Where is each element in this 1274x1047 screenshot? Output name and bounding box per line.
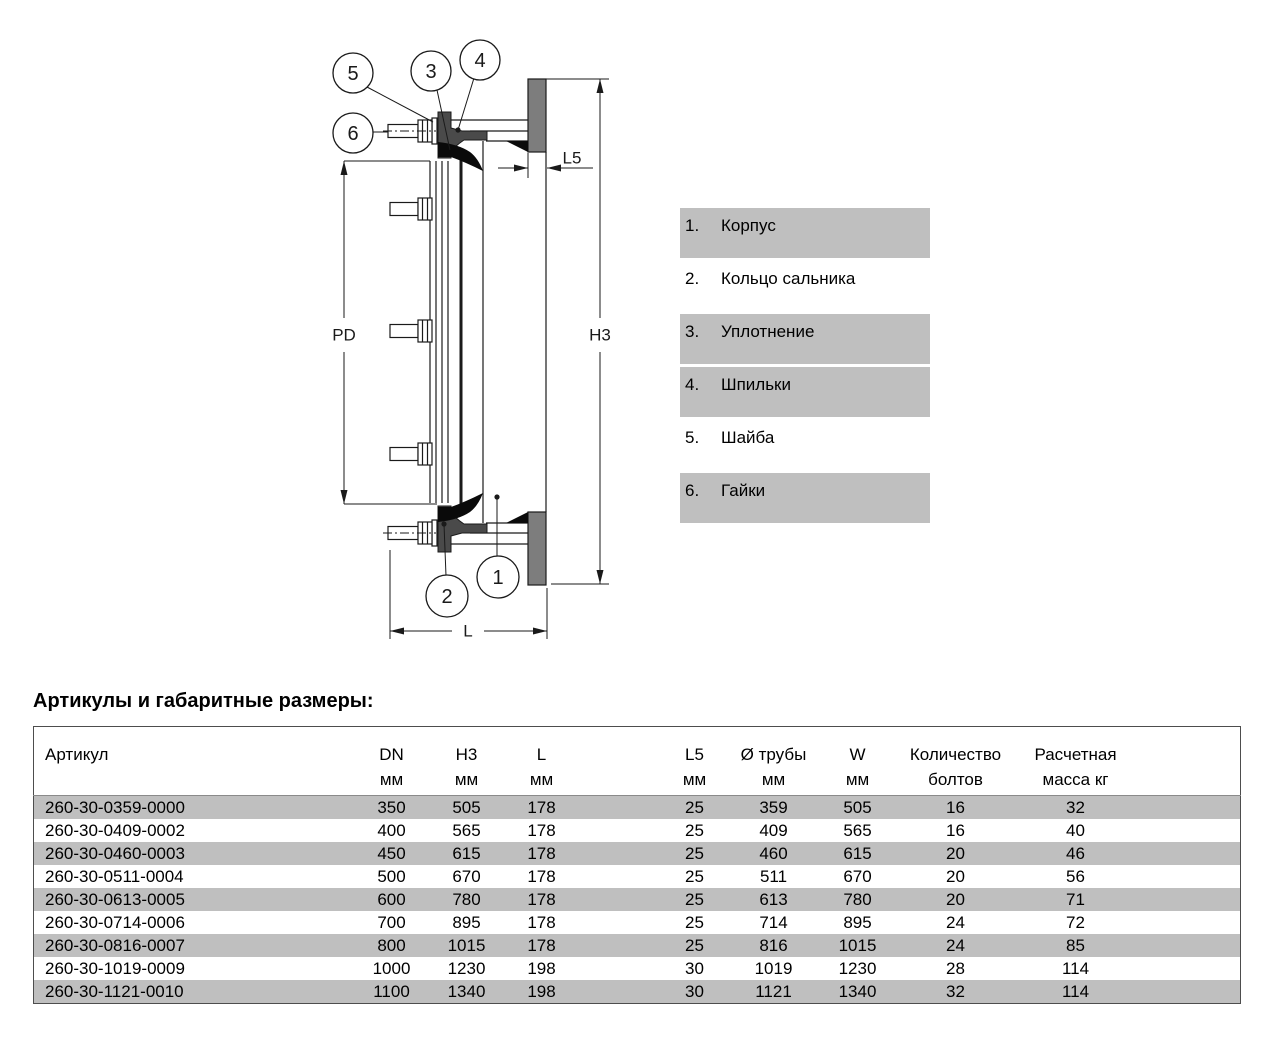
wall-section-bottom [528,512,546,585]
table-cell-spacer [1138,911,1241,934]
table-cell: 613 [759,890,788,909]
callout-4 [460,40,500,80]
table-header-cell: Артикул [45,745,109,764]
table-header-cell: масса кг [1014,765,1138,796]
parts-legend [680,208,930,526]
table-cell: 20 [946,890,965,909]
table-cell: 359 [759,798,788,817]
table-cell-spacer [1138,819,1241,842]
table-cell: 1230 [447,959,486,978]
table-cell-spacer [1138,796,1241,820]
table-cell: 505 [452,798,481,817]
table-header-cell: мм [730,765,818,796]
table-row [34,957,1241,980]
svg-text:2: 2 [441,586,453,608]
table-cell: 85 [1066,936,1085,955]
table-header-cell: болтов [898,765,1014,796]
svg-text:5: 5 [347,63,359,85]
table-cell: 178 [527,936,556,955]
table-cell: 1230 [838,959,877,978]
table-cell: 16 [946,821,965,840]
table-cell: 24 [946,913,965,932]
table-cell: 71 [1066,890,1085,909]
table-cell: 1019 [754,959,793,978]
legend-item-number: 4. [685,375,700,394]
table-cell: 260-30-0816-0007 [45,936,185,955]
stud-bolt-bottom [383,522,436,544]
table-cell: 615 [843,844,872,863]
table-cell: 260-30-0409-0002 [45,821,185,840]
table-cell-spacer [577,957,660,980]
table-cell-spacer [1138,865,1241,888]
table-cell-spacer [577,934,660,957]
wall-section-top [528,79,546,152]
table-row [34,888,1241,911]
table-cell: 260-30-1121-0010 [45,982,184,1001]
dimensions-table [33,726,1241,1004]
table-row [34,911,1241,934]
callout-2 [426,575,468,617]
callout-leaders [367,78,500,576]
table-section [33,690,1240,1004]
table-cell: 600 [377,890,406,909]
table-cell: 25 [685,867,704,886]
table-cell-spacer [577,819,660,842]
table-cell: 409 [759,821,788,840]
table-header-cell [34,765,357,796]
table-header-row [34,727,1241,766]
dim-label-h3: H3 [589,325,611,345]
table-cell: 178 [527,913,556,932]
table-cell: 198 [527,959,556,978]
table-header-cell: Количество [909,745,1002,764]
table-header-spacer [577,727,660,766]
table-cell: 178 [527,798,556,817]
table-cell: 25 [685,913,704,932]
table-header-cell: L5 [685,745,704,764]
table-header-spacer [1138,765,1241,796]
table-header-spacer [1138,727,1241,766]
table-cell: 260-30-1019-0009 [45,959,185,978]
legend-item-number: 5. [685,428,700,447]
table-cell: 260-30-0714-0006 [45,913,185,932]
table-cell: 400 [377,821,406,840]
technical-drawing [0,0,660,660]
table-cell: 178 [527,821,556,840]
table-cell: 565 [452,821,481,840]
table-cell-spacer [1138,934,1241,957]
callout-1 [477,556,519,598]
legend-item-5 [680,420,930,470]
table-header-cell: W [849,745,866,764]
table-cell: 1340 [447,982,486,1001]
table-header-spacer [577,765,660,796]
legend-item-number: 3. [685,322,700,341]
table-cell: 30 [685,959,704,978]
table-cell: 260-30-0511-0004 [45,867,184,886]
table-cell: 816 [759,936,788,955]
table-cell: 40 [1066,821,1085,840]
table-header-cell: мм [507,765,577,796]
table-cell: 25 [685,798,704,817]
callout-5 [333,53,373,93]
table-header-cell: Расчетная [1034,745,1117,764]
table-cell: 260-30-0460-0003 [45,844,185,863]
table-cell-spacer [1138,957,1241,980]
table-cell: 670 [452,867,481,886]
table-header-cell: мм [357,765,427,796]
table-cell-spacer [577,842,660,865]
legend-item-label: Уплотнение [721,322,815,341]
table-cell: 20 [946,867,965,886]
legend-item-label: Кольцо сальника [721,269,856,288]
table-row [34,980,1241,1004]
stud-bolt-4 [390,443,432,465]
table-cell-spacer [577,911,660,934]
sleeve-body-lines [430,141,483,523]
table-row [34,842,1241,865]
table-cell: 1015 [838,936,877,955]
table-cell-spacer [577,865,660,888]
table-cell: 895 [452,913,481,932]
table-cell: 114 [1061,959,1090,978]
table-header-cell: Ø трубы [740,745,807,764]
legend-item-1 [680,208,930,258]
table-cell: 56 [1066,867,1085,886]
table-cell: 700 [377,913,406,932]
table-cell: 25 [685,890,704,909]
table-cell: 178 [527,890,556,909]
table-header-cell: DN [379,745,404,764]
legend-item-2 [680,261,930,311]
table-cell: 30 [685,982,704,1001]
table-cell: 46 [1066,844,1085,863]
table-cell-spacer [577,888,660,911]
table-row [34,934,1241,957]
weld-wedge-top [506,141,528,152]
table-cell: 32 [946,982,965,1001]
table-cell-spacer [1138,888,1241,911]
table-cell: 1000 [372,959,411,978]
table-cell: 350 [377,798,406,817]
legend-item-6 [680,473,930,523]
legend-item-number: 2. [685,269,700,288]
table-cell: 114 [1061,982,1090,1001]
table-header-cell: L [536,745,547,764]
table-cell: 615 [452,844,481,863]
legend-item-4 [680,367,930,417]
table-row [34,865,1241,888]
table-cell-spacer [1138,842,1241,865]
stud-bolt-top [383,120,436,142]
callout-3 [411,51,451,91]
table-row [34,819,1241,842]
table-cell-spacer [1138,980,1241,1004]
table-cell: 505 [843,798,872,817]
table-cell: 1100 [373,982,410,1001]
table-cell: 20 [946,844,965,863]
legend-item-number: 6. [685,481,700,500]
callout-6 [333,113,373,153]
table-cell: 511 [759,867,788,886]
table-cell: 28 [946,959,965,978]
table-cell: 780 [452,890,481,909]
svg-text:3: 3 [425,61,437,83]
table-header-cell: мм [660,765,730,796]
legend-item-label: Гайки [721,481,766,500]
table-cell: 670 [843,867,872,886]
legend-item-label: Шпильки [721,375,791,394]
table-cell: 780 [843,890,872,909]
dim-label-l5: L5 [562,148,582,168]
table-cell: 1015 [447,936,486,955]
svg-text:6: 6 [347,123,359,145]
table-cell: 32 [1066,798,1085,817]
table-header-row [34,765,1241,796]
legend-item-3 [680,314,930,364]
table-cell: 714 [759,913,788,932]
svg-text:1: 1 [492,567,504,589]
table-header-cell: мм [427,765,507,796]
table-cell: 800 [377,936,406,955]
table-cell: 460 [759,844,788,863]
table-header-cell: мм [818,765,898,796]
table-cell: 178 [527,867,556,886]
table-cell: 178 [527,844,556,863]
stud-bolt-2 [390,198,432,220]
table-cell: 1340 [838,982,877,1001]
dim-label-pd: PD [332,325,356,345]
table-cell: 24 [946,936,965,955]
legend-item-label: Корпус [721,216,776,235]
table-cell-spacer [577,980,660,1004]
table-row [34,796,1241,820]
table-cell: 25 [685,844,704,863]
legend-item-label: Шайба [721,428,775,447]
table-cell: 500 [377,867,406,886]
table-cell: 16 [946,798,965,817]
table-title: Артикулы и габаритные размеры: [33,690,374,712]
legend-item-number: 1. [685,216,700,235]
table-cell: 895 [843,913,872,932]
stud-bolt-3 [390,320,432,342]
dim-label-l: L [463,621,473,641]
table-cell: 198 [527,982,556,1001]
table-cell: 260-30-0359-0000 [45,798,185,817]
table-cell: 1121 [755,982,792,1001]
table-cell: 565 [843,821,872,840]
table-cell: 260-30-0613-0005 [45,890,185,909]
table-header-cell: H3 [455,745,478,764]
table-cell: 450 [377,844,406,863]
svg-text:4: 4 [474,50,486,72]
table-cell: 25 [685,936,704,955]
weld-wedge-bottom [506,512,528,523]
table-cell-spacer [577,796,660,820]
table-cell: 25 [685,821,704,840]
table-cell: 72 [1066,913,1085,932]
